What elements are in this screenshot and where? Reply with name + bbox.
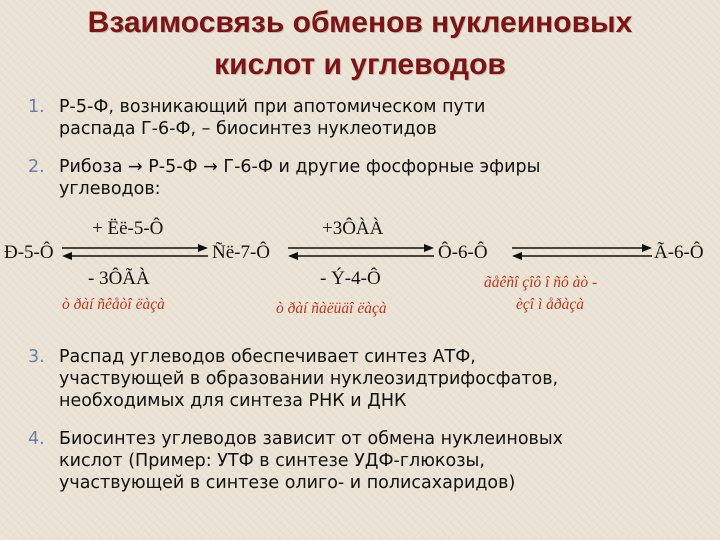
forward-arrowhead-3 [642,244,652,252]
list-item-4 [28,428,708,494]
enzyme-isomerase-line-2: èçî ì åðàçà [516,296,585,313]
list-item-2 [28,156,708,200]
label-below-2: - Ý-4-Ô [320,268,381,289]
title-line-1: Взаимосвязь обменов нуклеиновых [87,6,633,39]
item-text: Рибоза → Р-5-Ф → Г-6-Ф и другие фосфорные эфиры [59,157,541,177]
reaction-scheme [0,212,720,332]
list-item-3 [28,346,708,412]
enzyme-isomerase-line-1: ãåêñî çîô î ñô àò - [484,274,598,291]
list-number: 4. [28,429,45,449]
title-line-2: кислот и углеводов [214,48,506,81]
list-number: 1. [28,97,45,117]
item-text-continued: участвующей в синтезе олиго- и полисахаридов) [59,473,516,493]
enzyme-transketolase: ò ðàí ñêåòî ëàçà [62,296,165,313]
item-text-continued: необходимых для синтеза РНК и ДНК [59,391,407,411]
item-text: Р-5-Ф, возникающий при апотомическом пути [59,97,486,117]
item-text-continued: распада Г-6-Ф, – биосинтез нуклеотидов [59,119,437,139]
node-f6p: Ô-6-Ô [438,242,488,263]
reverse-arrowhead-2 [288,252,298,260]
forward-arrowhead-1 [198,244,208,252]
item-text: Распад углеводов обеспечивает синтез АТФ, [59,347,476,367]
label-above-2: +3ÔÀÀ [322,218,384,239]
label-above-1: + Ëë-5-Ô [92,218,164,239]
list-item-1 [28,96,708,140]
label-below-1: - 3ÔÃÀ [88,268,150,289]
item-text-continued: участвующей в образовании нуклеозидтрифосфатов, [59,369,559,389]
list-number: 3. [28,347,45,367]
forward-arrowhead-2 [424,244,434,252]
item-text: Биосинтез углеводов зависит от обмена нуклеиновых [59,429,564,449]
reverse-arrowhead-1 [62,252,72,260]
node-g6p: Ã-6-Ô [654,242,704,263]
item-text-continued: кислот (Пример: УТФ в синтезе УДФ-глюкозы, [59,451,485,471]
item-text-continued: углеводов: [59,179,161,199]
node-r5p: Ð-5-Ô [4,242,54,263]
list-number: 2. [28,157,45,177]
enzyme-transaldolase: ò ðàí ñàëüäî ëàçà [276,300,387,317]
reverse-arrowhead-3 [512,252,522,260]
node-s7p: Ñë-7-Ô [212,242,271,263]
